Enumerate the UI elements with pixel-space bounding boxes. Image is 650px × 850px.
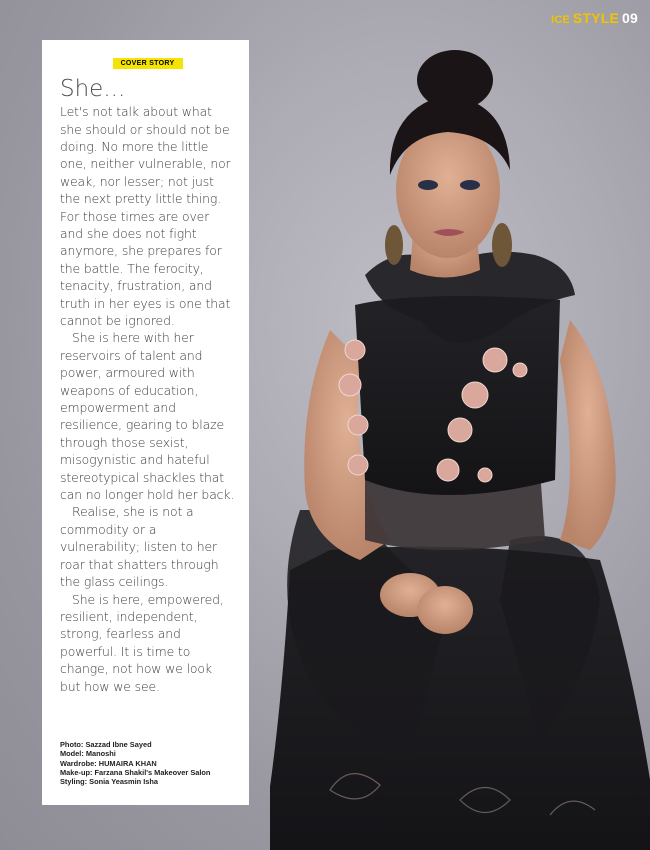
model-photo [270,40,650,850]
article-panel [42,40,249,805]
paragraph: Realise, she is not a commodity or a vulnerability; listen to her roar that shatters through the glass ceilings. [60,504,219,590]
credit-styling: Styling: Sonia Yeasmin Isha [60,777,159,787]
page-number: 09 [622,10,638,26]
cover-story-tag: COVER STORY [113,58,183,69]
paragraph: Let's not talk about what she should or should not be doing. No more the little one, neither vulnerable, nor weak, nor lesser; not just the next pretty little thing. For those times are over and she does not fight anymore, she prepares for the battle. The ferocity, tenacity, frustration, and truth in her eyes is one that cannot be ignored. [60,104,231,329]
article-headline: She... [60,76,126,102]
paragraph: She is here with her reservoirs of talent and power, armoured with weapons of education, empowerment and resilience, gearing to blaze through those sexist, misogynistic and hateful stereotypical shackles that can no longer hold her back. [60,330,235,503]
credit-makeup: Make-up: Farzana Shakil's Makeover Salon [60,767,211,777]
magazine-header [551,10,638,26]
photo-credits [60,740,210,786]
paragraph: She is here, empowered, resilient, independent, strong, fearless and powerful. It is time to change, not how we look but how we see. [60,591,224,694]
credit-wardrobe: Wardrobe: HUMAIRA KHAN [60,758,157,768]
credit-model: Model: Manoshi [60,749,116,759]
brand-logo: ICE [550,14,570,26]
article-body [60,103,235,695]
credit-photo: Photo: Sazzad Ibne Sayed [60,740,152,749]
section-name: STYLE [572,10,620,26]
